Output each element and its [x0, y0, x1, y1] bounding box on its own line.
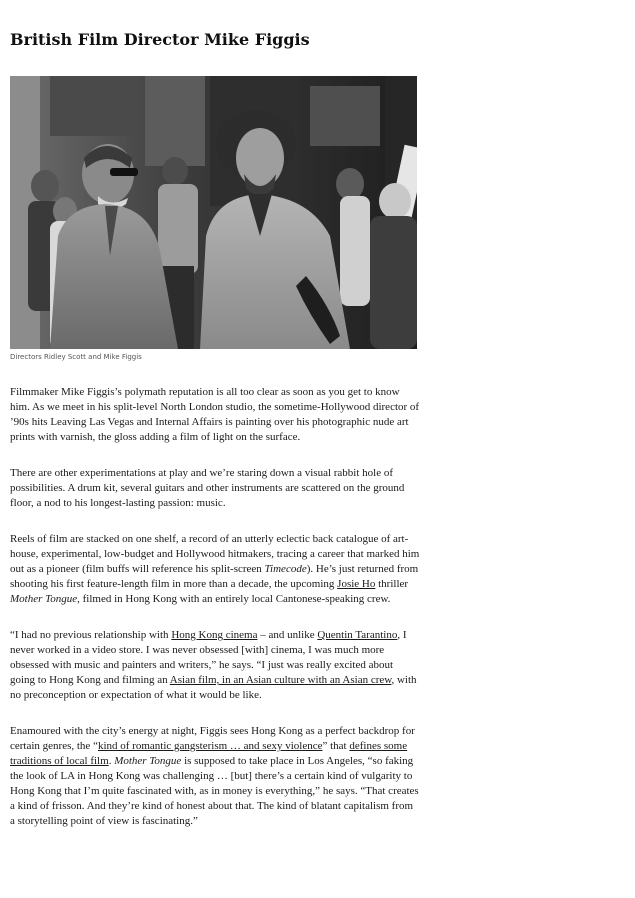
- article-body: [10, 385, 420, 850]
- inline-link[interactable]: defines some traditions of local film: [10, 740, 408, 767]
- paragraph-text: is supposed to take place in Los Angeles, “so faking the look of LA in Hong Kong was challenging … [but] there’s a certain kind of vulgarity to Hong Kong that I’m quite fascinated with, as in money is everything,” he says. “That creates a kind of frisson. And they’re kind of honest about that. The kind of blatant capitalism from a storytelling point of view is fascinating.”: [10, 755, 419, 827]
- paragraph-text: Reels of film are stacked on one shelf, a record of an utterly eclectic back catalogue of art-house, experimental, low-budget and Hollywood hitmakers, tracing a career that marked him out as a pioneer (film buffs will reference his split-screen: [10, 533, 420, 575]
- inline-link[interactable]: Quentin Tarantino: [317, 629, 398, 641]
- page-title: British Film Director Mike Figgis: [10, 30, 310, 49]
- inline-link[interactable]: Asian film, in an Asian culture with an Asian crew: [169, 674, 392, 686]
- paragraph-text: , filmed in Hong Kong with an entirely local Cantonese-speaking crew.: [77, 593, 391, 605]
- italic-title: Mother Tongue: [10, 593, 78, 605]
- paragraph-text: Enamoured with the city’s energy at night, Figgis sees Hong Kong as a perfect backdrop for certain genres, the “: [10, 725, 415, 752]
- photo-image: [10, 76, 417, 349]
- article-paragraph: [10, 628, 420, 703]
- italic-title: Mother Tongue: [114, 755, 182, 767]
- italic-title: Timecode: [264, 563, 307, 575]
- article-paragraph: [10, 385, 420, 445]
- paragraph-text: .: [108, 755, 115, 767]
- paragraph-text: “I had no previous relationship with: [10, 629, 172, 641]
- inline-link[interactable]: kind of romantic gangsterism … and sexy violence: [97, 740, 323, 752]
- paragraph-text: ” that: [322, 740, 350, 752]
- paragraph-text: , I never worked in a video store. I was never obsessed [with] cinema, I was much more obsessed with music and painters and writers,” he says. “I just was really excited about going to Hong Kong and filming an: [10, 629, 407, 686]
- article-paragraph: [10, 466, 420, 511]
- photo-caption: Directors Ridley Scott and Mike Figgis: [10, 353, 142, 361]
- paragraph-text: Filmmaker Mike Figgis’s polymath reputation is all too clear as soon as you get to know him. As we meet in his split-level North London studio, the sometime-Hollywood director of ’90s hits Leaving Las Vegas and Internal Affairs is painting over his photographic nude art prints with varnish, the gloss adding a film of light on the surface.: [10, 386, 420, 443]
- paragraph-text: – and unlike: [257, 629, 318, 641]
- inline-link[interactable]: Josie Ho: [337, 578, 376, 590]
- article-paragraph: [10, 532, 420, 607]
- paragraph-text: ). He’s just returned from shooting his first feature-length film in more than a decade, the upcoming: [10, 563, 419, 590]
- paragraph-text: There are other experimentations at play and we’re staring down a visual rabbit hole of possibilities. A drum kit, several guitars and other instruments are scattered on the ground floor, a nod to his longest-lasting passion: music.: [10, 467, 405, 509]
- inline-link[interactable]: Hong Kong cinema: [171, 629, 258, 641]
- article-photo: [10, 76, 417, 349]
- paragraph-text: thriller: [375, 578, 409, 590]
- article-paragraph: [10, 724, 420, 829]
- paragraph-text: , with no preconception or expectation of what it would be like.: [10, 674, 417, 701]
